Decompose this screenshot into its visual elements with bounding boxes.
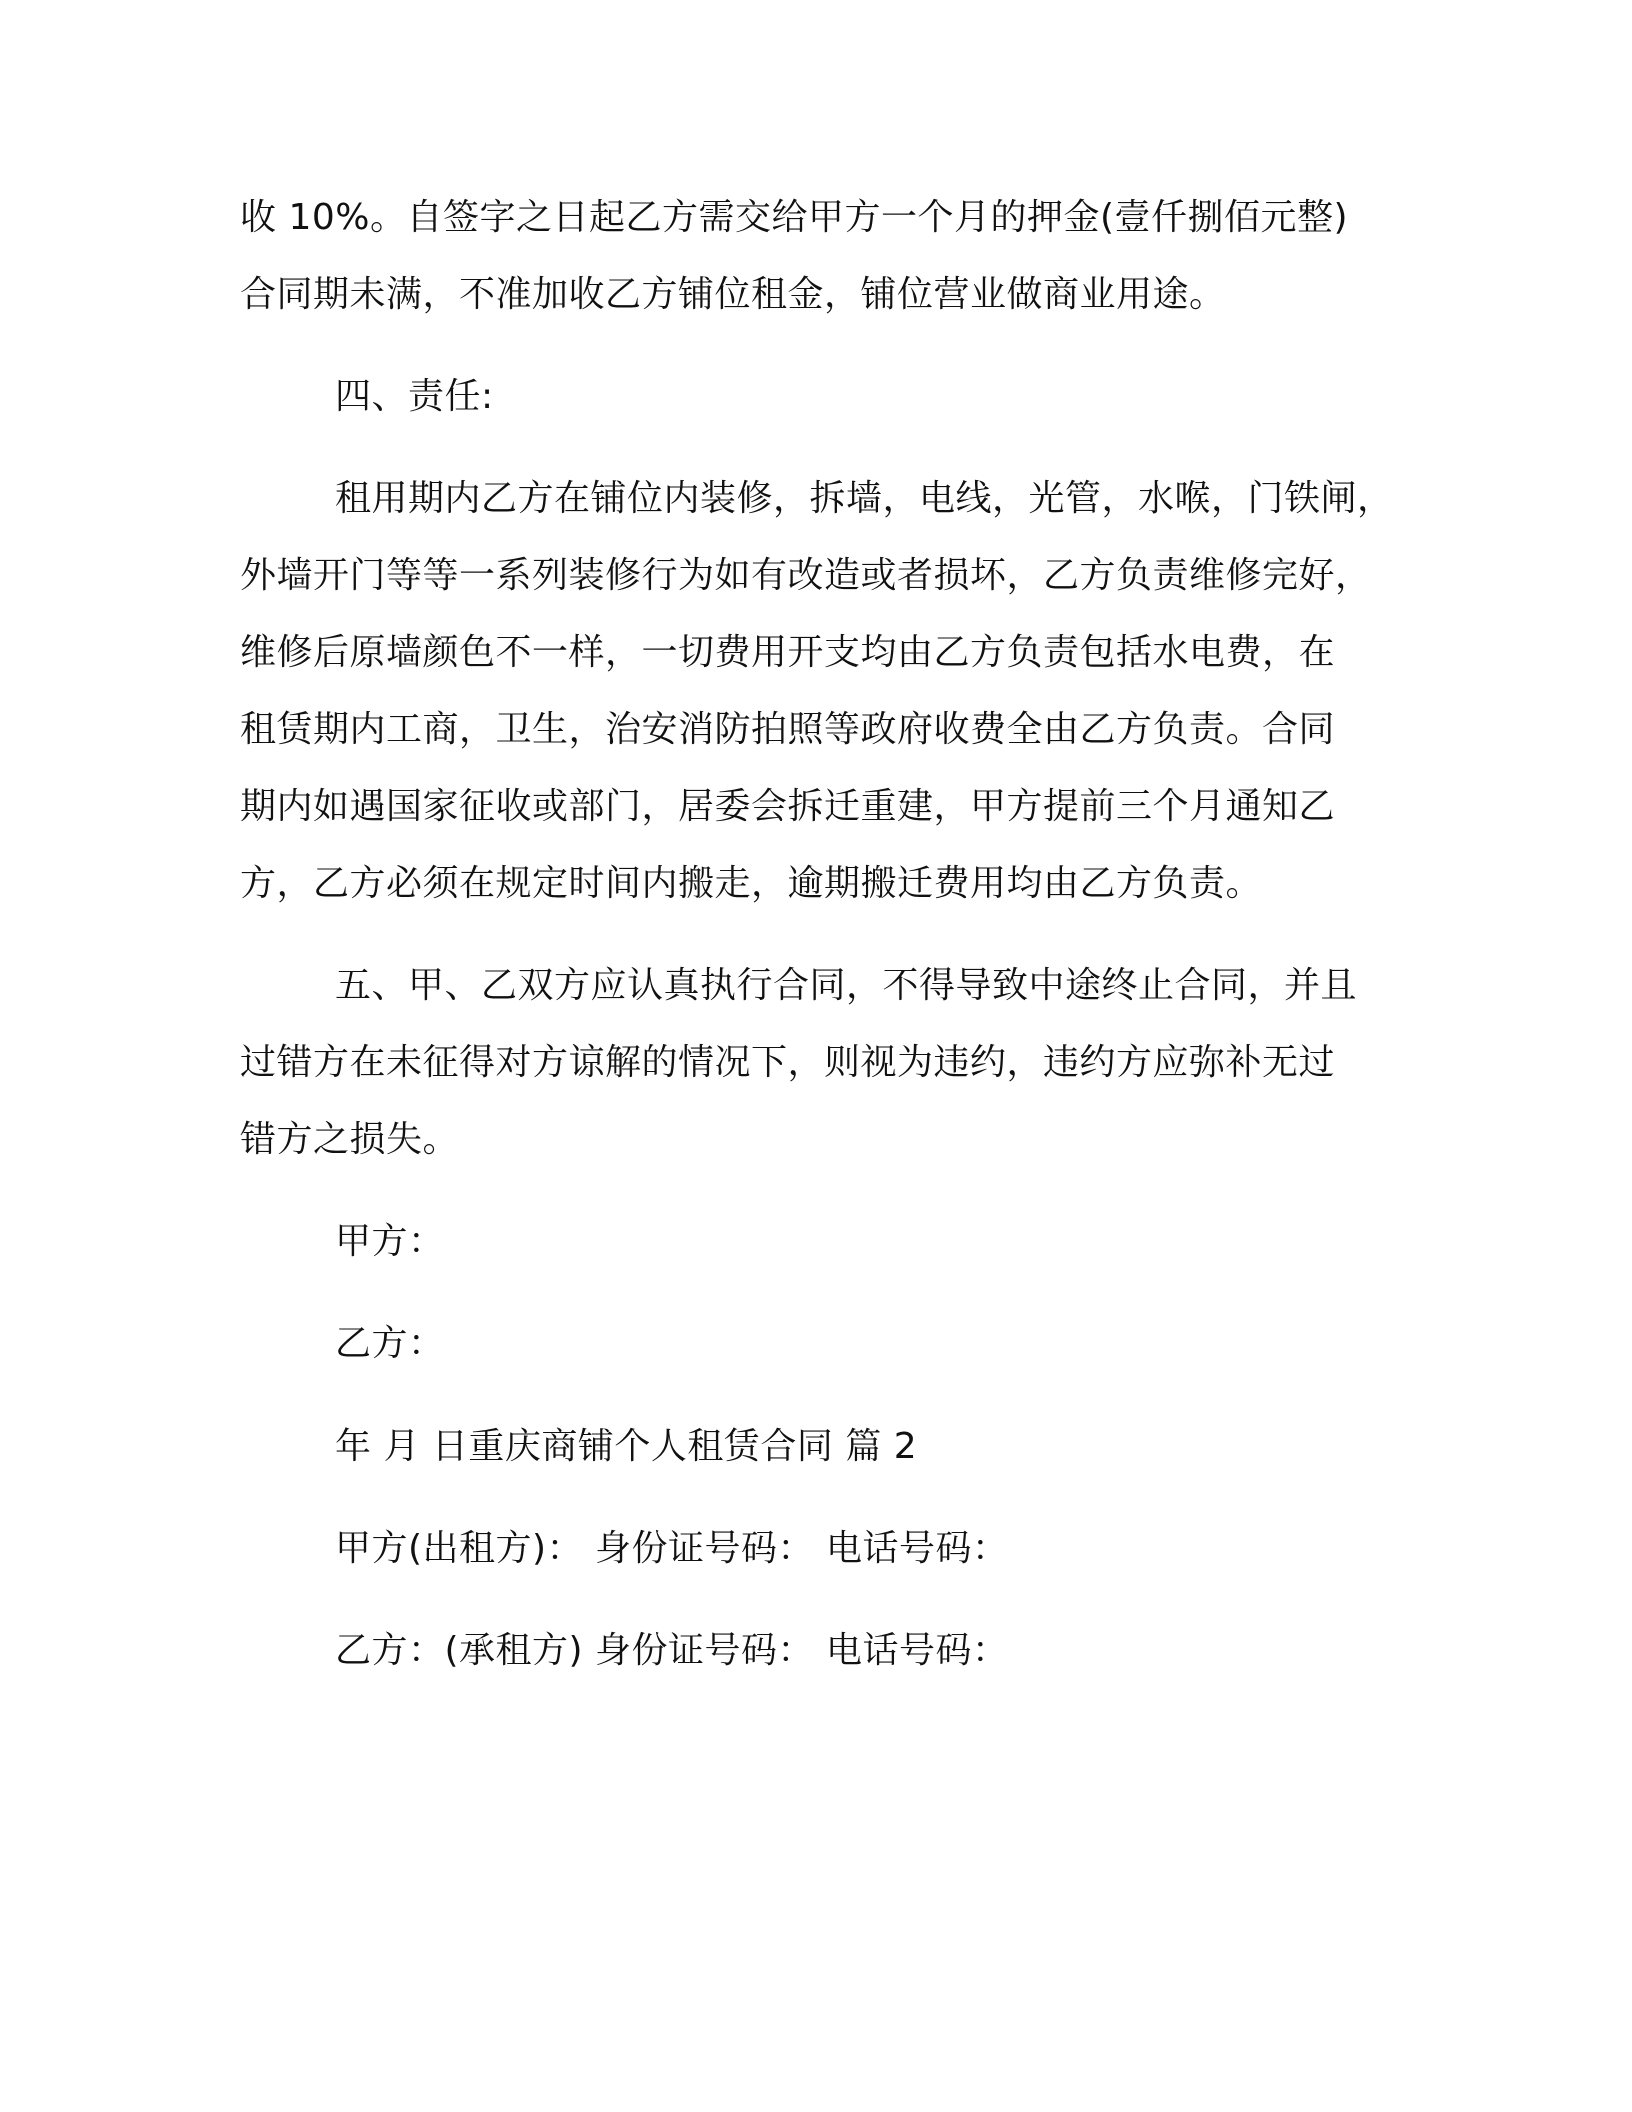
section-heading: 四、责任: [335,376,494,417]
text-line: 期内如遇国家征收或部门，居委会拆迁重建，甲方提前三个月通知乙 [240,786,1336,827]
party-b-info-line: 乙方：(承租方) 身份证号码： 电话号码： [335,1630,1009,1671]
text-line: 维修后原墙颜色不一样，一切费用开支均由乙方负责包括水电费，在 [240,632,1336,673]
text-line: 错方之损失。 [240,1119,460,1160]
party-a-label: 甲方： [335,1221,445,1262]
party-a-info-line: 甲方(出租方)： 身份证号码： 电话号码： [335,1528,1009,1569]
text-line: 五、甲、乙双方应认真执行合同，不得导致中途终止合同，并且 [335,965,1358,1006]
text-line: 租用期内乙方在铺位内装修，拆墙，电线，光管，水喉，门铁闸， [335,478,1394,519]
contract-title-line: 年 月 日重庆商铺个人租赁合同 篇 2 [335,1426,918,1467]
text-line: 外墙开门等等一系列装修行为如有改造或者损坏，乙方负责维修完好， [240,555,1372,596]
party-b-label: 乙方： [335,1323,445,1364]
text-line: 过错方在未征得对方谅解的情况下，则视为违约，违约方应弥补无过 [240,1042,1336,1083]
text-line: 收 10%。自签字之日起乙方需交给甲方一个月的押金(壹仟捌佰元整) [240,197,1349,238]
text-line: 租赁期内工商，卫生，治安消防拍照等政府收费全由乙方负责。合同 [240,709,1336,750]
text-line: 合同期未满，不准加收乙方铺位租金，铺位营业做商业用途。 [240,274,1226,315]
text-line: 方，乙方必须在规定时间内搬走，逾期搬迁费用均由乙方负责。 [240,863,1263,904]
